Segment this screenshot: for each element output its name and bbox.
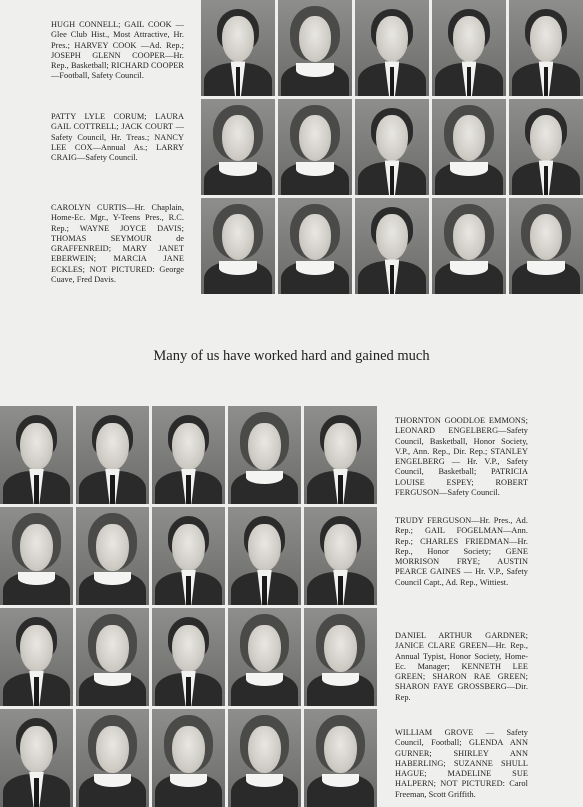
student-portrait (304, 709, 377, 807)
student-portrait (152, 507, 225, 605)
student-portrait (0, 608, 73, 706)
portrait-grid-bottom (0, 406, 370, 804)
student-portrait (509, 198, 583, 294)
student-portrait (228, 608, 301, 706)
portrait-grid-top (201, 0, 583, 298)
caption-block-top-1: HUGH CONNELL; GAIL COOK —Glee Club Hist., Most Attractive, Hr. Pres.; HARVEY COOK —Ad. Rep.; JOSEPH GLENN COOPER—Hr. Rep., Basketball; RICHARD COOPER—Football, Safety Council. (51, 20, 184, 81)
student-portrait (201, 198, 275, 294)
student-portrait (0, 507, 73, 605)
student-portrait (432, 99, 506, 195)
page-headline: Many of us have worked hard and gained much (153, 348, 430, 364)
student-portrait (76, 608, 149, 706)
student-portrait (432, 198, 506, 294)
student-portrait (228, 507, 301, 605)
student-portrait (355, 99, 429, 195)
student-portrait (278, 0, 352, 96)
student-portrait (355, 0, 429, 96)
student-portrait (76, 406, 149, 504)
caption-block-top-3: CAROLYN CURTIS—Hr. Chaplain, Home-Ec. Mgr., Y-Teens Pres., R.C. Rep.; WAYNE JOYCE DAVIS; THOMAS SEYMOUR de GRAFFENREID; MARY JANET EBERWEIN; MARCIA JANE ECKLES; NOT PICTURED: George Cuave, Fred Davis. (51, 203, 184, 285)
student-portrait (228, 406, 301, 504)
student-portrait (509, 99, 583, 195)
caption-block-top-2: PATTY LYLE CORUM; LAURA GAIL COTTRELL; JACK COURT — Safety Council, Hr. Treas.; NANCY LEE COX—Annual As.; LARRY CRAIG—Safety Council. (51, 112, 184, 163)
student-portrait (76, 709, 149, 807)
student-portrait (152, 709, 225, 807)
student-portrait (152, 608, 225, 706)
student-portrait (355, 198, 429, 294)
student-portrait (304, 406, 377, 504)
student-portrait (509, 0, 583, 96)
student-portrait (201, 99, 275, 195)
student-portrait (304, 507, 377, 605)
caption-block-bottom-2: TRUDY FERGUSON—Hr. Pres., Ad. Rep.; GAIL FOGELMAN—Ann. Rep.; CHARLES FRIEDMAN—Hr. Rep., Honor Society; GENE MORRISON FRYE; AUSTIN PEARCE GAINES — Hr. V.P., Safety Council Capt., Ad. Rep., Wittiest. (395, 516, 528, 587)
caption-block-bottom-3: DANIEL ARTHUR GARDNER; JANICE CLARE GREEN—Hr. Rep., Annual Typist, Honor Society, Home-Ec. Manager; KENNETH LEE GREEN; SHARON RAE GREEN; SHARON FAYE GROSSBERG—Dir. Rep. (395, 631, 528, 702)
student-portrait (304, 608, 377, 706)
student-portrait (0, 406, 73, 504)
student-portrait (152, 406, 225, 504)
student-portrait (0, 709, 73, 807)
student-portrait (228, 709, 301, 807)
student-portrait (278, 198, 352, 294)
student-portrait (201, 0, 275, 96)
student-portrait (432, 0, 506, 96)
student-portrait (278, 99, 352, 195)
caption-block-bottom-4: WILLIAM GROVE — Safety Council, Football; GLENDA ANN GURNER; SHIRLEY ANN HABERLING; SUZANNE SHULL HAGUE; MADELINE SUE HALPERN; NOT PICTURED: Carol Freeman, Scott Griffith. (395, 728, 528, 799)
caption-block-bottom-1: THORNTON GOODLOE EMMONS; LEONARD ENGELBERG—Safety Council, Basketball, Honor Society, V.P., Ann. Rep., Dir. Rep.; STANLEY ENGELBERG — Hr. V.P., Safety Council, Basketball; PATRICIA LOUISE ESPEY; ROBERT FERGUSON—Safety Council. (395, 416, 528, 498)
student-portrait (76, 507, 149, 605)
